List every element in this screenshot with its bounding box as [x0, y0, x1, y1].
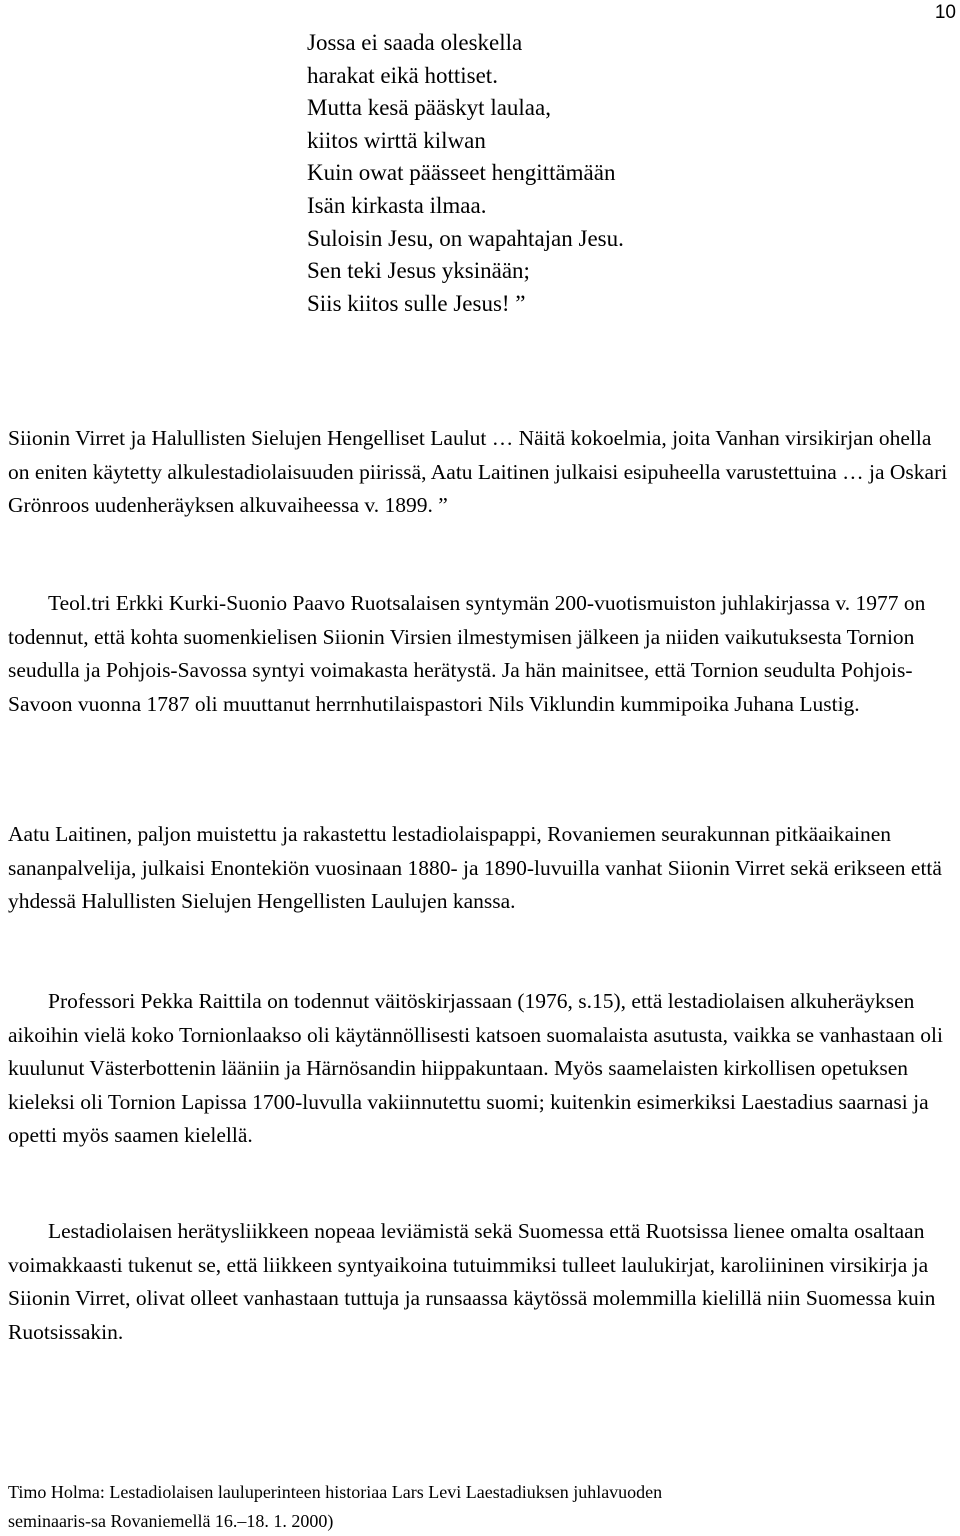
poem-line: Mutta kesä pääskyt laulaa,	[307, 95, 551, 121]
poem-line: Suloisin Jesu, on wapahtajan Jesu.	[307, 225, 624, 251]
footer-source	[8, 1478, 954, 1536]
poem-line: Sen teki Jesus yksinään;	[307, 258, 530, 284]
poem-line: harakat eikä hottiset.	[307, 62, 498, 88]
poem-line: Jossa ei saada oleskella	[307, 30, 523, 55]
poem-stanza	[307, 27, 624, 320]
poem-line: kiitos wirttä kilwan	[307, 127, 486, 153]
paragraph-siionin-virret: Siionin Virret ja Halullisten Sielujen Hengelliset Laulut … Näitä kokoelmia, joita Vanhan virsikirjan ohella on eniten käytetty alkulestadiolaisuuden piirissä, Aatu Laitinen julkaisi esipuheella varustettuina … ja Oskari Grönroos uudenheräyksen alkuvaiheessa v. 1899. ”	[8, 426, 948, 517]
poem-line: Siis kiitos sulle Jesus! ”	[307, 290, 526, 316]
paragraph-kurki-suonio: Teol.tri Erkki Kurki-Suonio Paavo Ruotsalaisen syntymän 200-vuotismuiston juhlakirjassa v. 1977 on todennut, että kohta suomenkielisen Siionin Virsien ilmestymisen jälkeen ja niiden vaikutuksesta Tornion seudulla ja Pohjois-Savossa syntyi voimakasta herätystä. Ja hän mainitsee, että Tornion seudulta Pohjois-Savoon vuonna 1787 oli muuttanut herrnhutilaispastori Nils Viklundin kummipoika Juhana Lustig.	[8, 591, 926, 716]
footer-line: Timo Holma: Lestadiolaisen lauluperinteen historiaa Lars Levi Laestadiuksen juhlavuoden	[8, 1482, 663, 1502]
paragraph-raittila: Professori Pekka Raittila on todennut väitöskirjassaan (1976, s.15), että lestadiolaisen alkuheräyksen aikoihin vielä koko Tornionlaakso oli käytännöllisesti katsoen suomalaista asutusta, vaikka se vanhastaan oli kuulunut Västerbottenin lääniin ja Härnösandin hiippakuntaan. Myös saamelaisten kirkollisen opetuksen kieleksi oli Tornion Lapissa 1700-luvulla vakiinnutettu suomi; kuitenkin esimerkiksi Laestadius saarnasi ja opetti myös saamen kielellä.	[8, 989, 943, 1147]
page-number: 10	[934, 2, 956, 23]
poem-line: Isän kirkasta ilmaa.	[307, 192, 487, 218]
footer-line: seminaaris-sa Rovaniemellä 16.–18. 1. 2000)	[8, 1511, 334, 1531]
paragraph-aatu-laitinen: Aatu Laitinen, paljon muistettu ja rakastettu lestadiolaispappi, Rovaniemen seurakunnan pitkäaikainen sananpalvelija, julkaisi Enontekiön vuosinaan 1880- ja 1890-luvuilla vanhat Siionin Virret sekä erikseen että yhdessä Halullisten Sielujen Hengellisten Laulujen kanssa.	[8, 822, 942, 913]
poem-line: Kuin owat päässeet hengittämään	[307, 160, 616, 186]
paragraph-herätysliike: Lestadiolaisen herätysliikkeen nopeaa leviämistä sekä Suomessa että Ruotsissa lienee omalta osaltaan voimakkaasti tukenut se, että liikkeen syntyaikoina tutuimmiksi tulleet laulukirjat, karoliininen virsikirja ja Siionin Virret, olivat olleet vanhastaan tuttuja ja runsaassa käytössä molemmilla kielillä niin Suomessa kuin Ruotsissakin.	[8, 1219, 936, 1344]
